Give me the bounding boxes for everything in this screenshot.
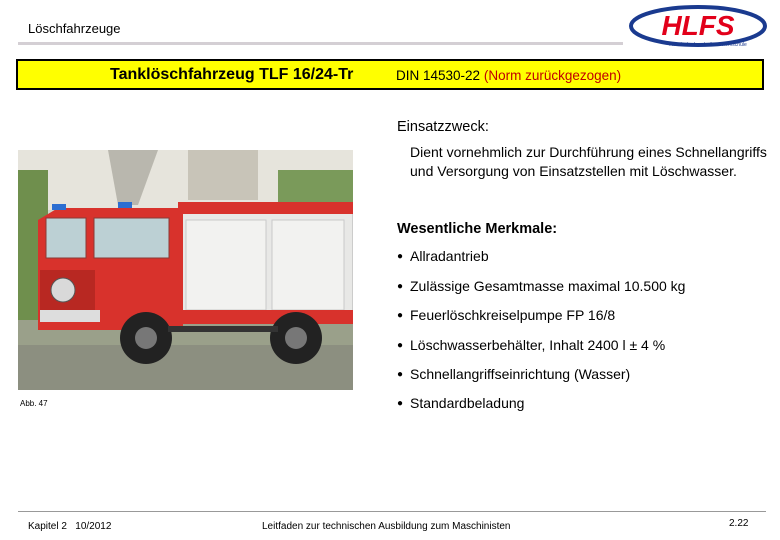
figure-caption: Abb. 47 (20, 399, 48, 408)
list-item: ● Allradantrieb (397, 248, 489, 264)
einsatz-description: Dient vornehmlich zur Durchführung eines Schnellangriffs und Versorgung von Einsatzstellen mit Löschwasser. (410, 144, 767, 179)
bullet-icon: ● (397, 310, 404, 321)
list-item: ● Zulässige Gesamtmasse maximal 10.500 kg (397, 278, 686, 294)
header-divider (18, 42, 623, 45)
svg-text:HLFS: HLFS (661, 10, 735, 41)
list-item: ● Feuerlöschkreiselpumpe FP 16/8 (397, 307, 616, 323)
norm-status: (Norm zurückgezogen) (483, 68, 622, 83)
chapter-title: Löschfahrzeuge (28, 21, 121, 36)
vehicle-title: Tanklöschfahrzeug TLF 16/24-Tr (110, 66, 354, 83)
list-item: ● Standardbeladung (397, 395, 525, 411)
hlfs-logo (628, 4, 768, 50)
einsatz-heading: Einsatzzweck: (397, 119, 489, 135)
bullet-icon: ● (397, 369, 404, 380)
list-item: ● Schnellangriffseinrichtung (Wasser) (397, 366, 631, 382)
merkmale-heading: Wesentliche Merkmale: (397, 221, 558, 237)
bullet-icon: ● (397, 398, 404, 409)
svg-text:Hessische Landesfeuerwehrschul: Hessische Landesfeuerwehrschule (669, 42, 747, 48)
footer-document-title: Leitfaden zur technischen Ausbildung zum Maschinisten (262, 521, 511, 532)
bullet-icon: ● (397, 251, 404, 262)
vehicle-photo (18, 150, 353, 390)
bullet-icon: ● (397, 340, 404, 351)
footer-chapter: Kapitel 2 10/2012 (28, 521, 112, 532)
page-number: 2.22 (729, 518, 749, 529)
bullet-icon: ● (397, 281, 404, 292)
list-item: ● Löschwasserbehälter, Inhalt 2400 l ± 4 % (397, 337, 666, 353)
din-reference (396, 68, 621, 83)
title-bar (16, 59, 764, 90)
din-number: DIN 14530-22 (396, 68, 481, 83)
footer-divider (18, 511, 766, 512)
